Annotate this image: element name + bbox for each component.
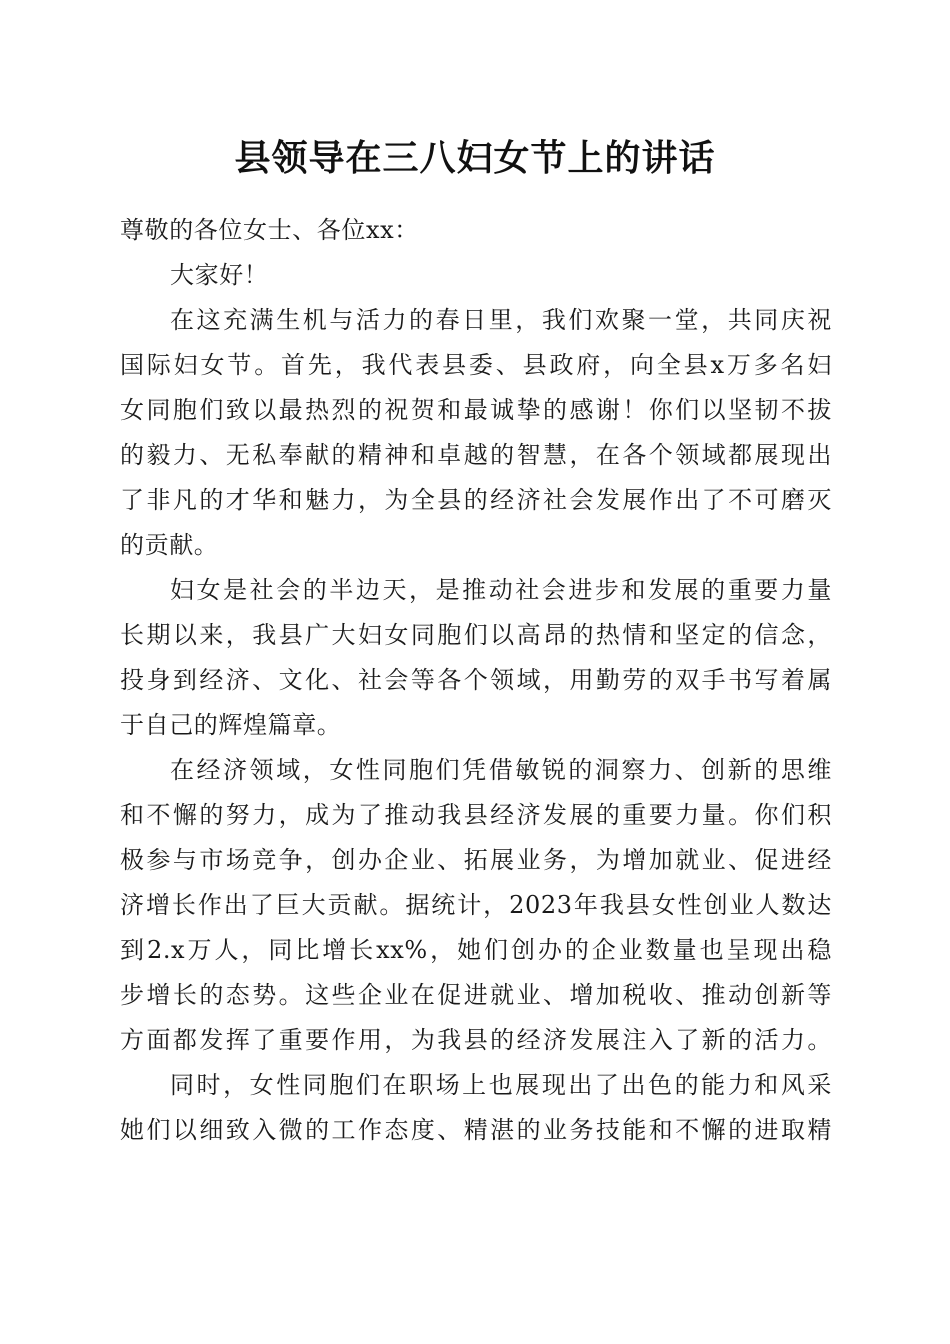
paragraph-line: 于自己的辉煌篇章。	[120, 711, 342, 739]
greeting: 大家好！	[170, 261, 269, 289]
paragraph-line: 的毅力、无私奉献的精神和卓越的智慧，在各个领域都展现出	[120, 441, 832, 469]
paragraph-line: 女同胞们致以最热烈的祝贺和最诚挚的感谢！你们以坚韧不拔	[120, 396, 832, 424]
paragraph-line: 了非凡的才华和魅力，为全县的经济社会发展作出了不可磨灭	[120, 486, 832, 514]
paragraph-line: 的贡献。	[120, 531, 219, 559]
paragraph-line: 极参与市场竞争，创办企业、拓展业务，为增加就业、促进经	[120, 846, 832, 874]
paragraph-line: 到2.x万人，同比增长xx%，她们创办的企业数量也呈现出稳	[120, 936, 832, 964]
paragraph-line: 长期以来，我县广大妇女同胞们以高昂的热情和坚定的信念，	[120, 621, 832, 649]
paragraph-1	[120, 298, 832, 568]
paragraph-line: 妇女是社会的半边天，是推动社会进步和发展的重要力量	[170, 576, 832, 604]
paragraph-4	[120, 1063, 832, 1153]
paragraph-line: 方面都发挥了重要作用，为我县的经济发展注入了新的活力。	[120, 1026, 832, 1054]
paragraph-3	[120, 748, 832, 1063]
paragraph-line: 同时，女性同胞们在职场上也展现出了出色的能力和风采	[170, 1071, 832, 1099]
paragraph-line: 济增长作出了巨大贡献。据统计，2023年我县女性创业人数达	[120, 891, 832, 919]
paragraph-line: 和不懈的努力，成为了推动我县经济发展的重要力量。你们积	[120, 801, 832, 829]
document-title: 县领导在三八妇女节上的讲话	[234, 137, 716, 179]
paragraph-line: 在这充满生机与活力的春日里，我们欢聚一堂，共同庆祝	[170, 306, 832, 334]
paragraph-line: 在经济领域，女性同胞们凭借敏锐的洞察力、创新的思维	[170, 756, 832, 784]
paragraph-line: 投身到经济、文化、社会等各个领域，用勤劳的双手书写着属	[120, 666, 832, 694]
document-body	[120, 208, 832, 1153]
paragraph-2	[120, 568, 832, 748]
paragraph-line: 步增长的态势。这些企业在促进就业、增加税收、推动创新等	[120, 981, 832, 1009]
paragraph-line: 她们以细致入微的工作态度、精湛的业务技能和不懈的进取精	[120, 1116, 832, 1144]
salutation: 尊敬的各位女士、各位xx：	[120, 216, 419, 244]
paragraph-line: 国际妇女节。首先，我代表县委、县政府，向全县x万多名妇	[120, 351, 832, 379]
